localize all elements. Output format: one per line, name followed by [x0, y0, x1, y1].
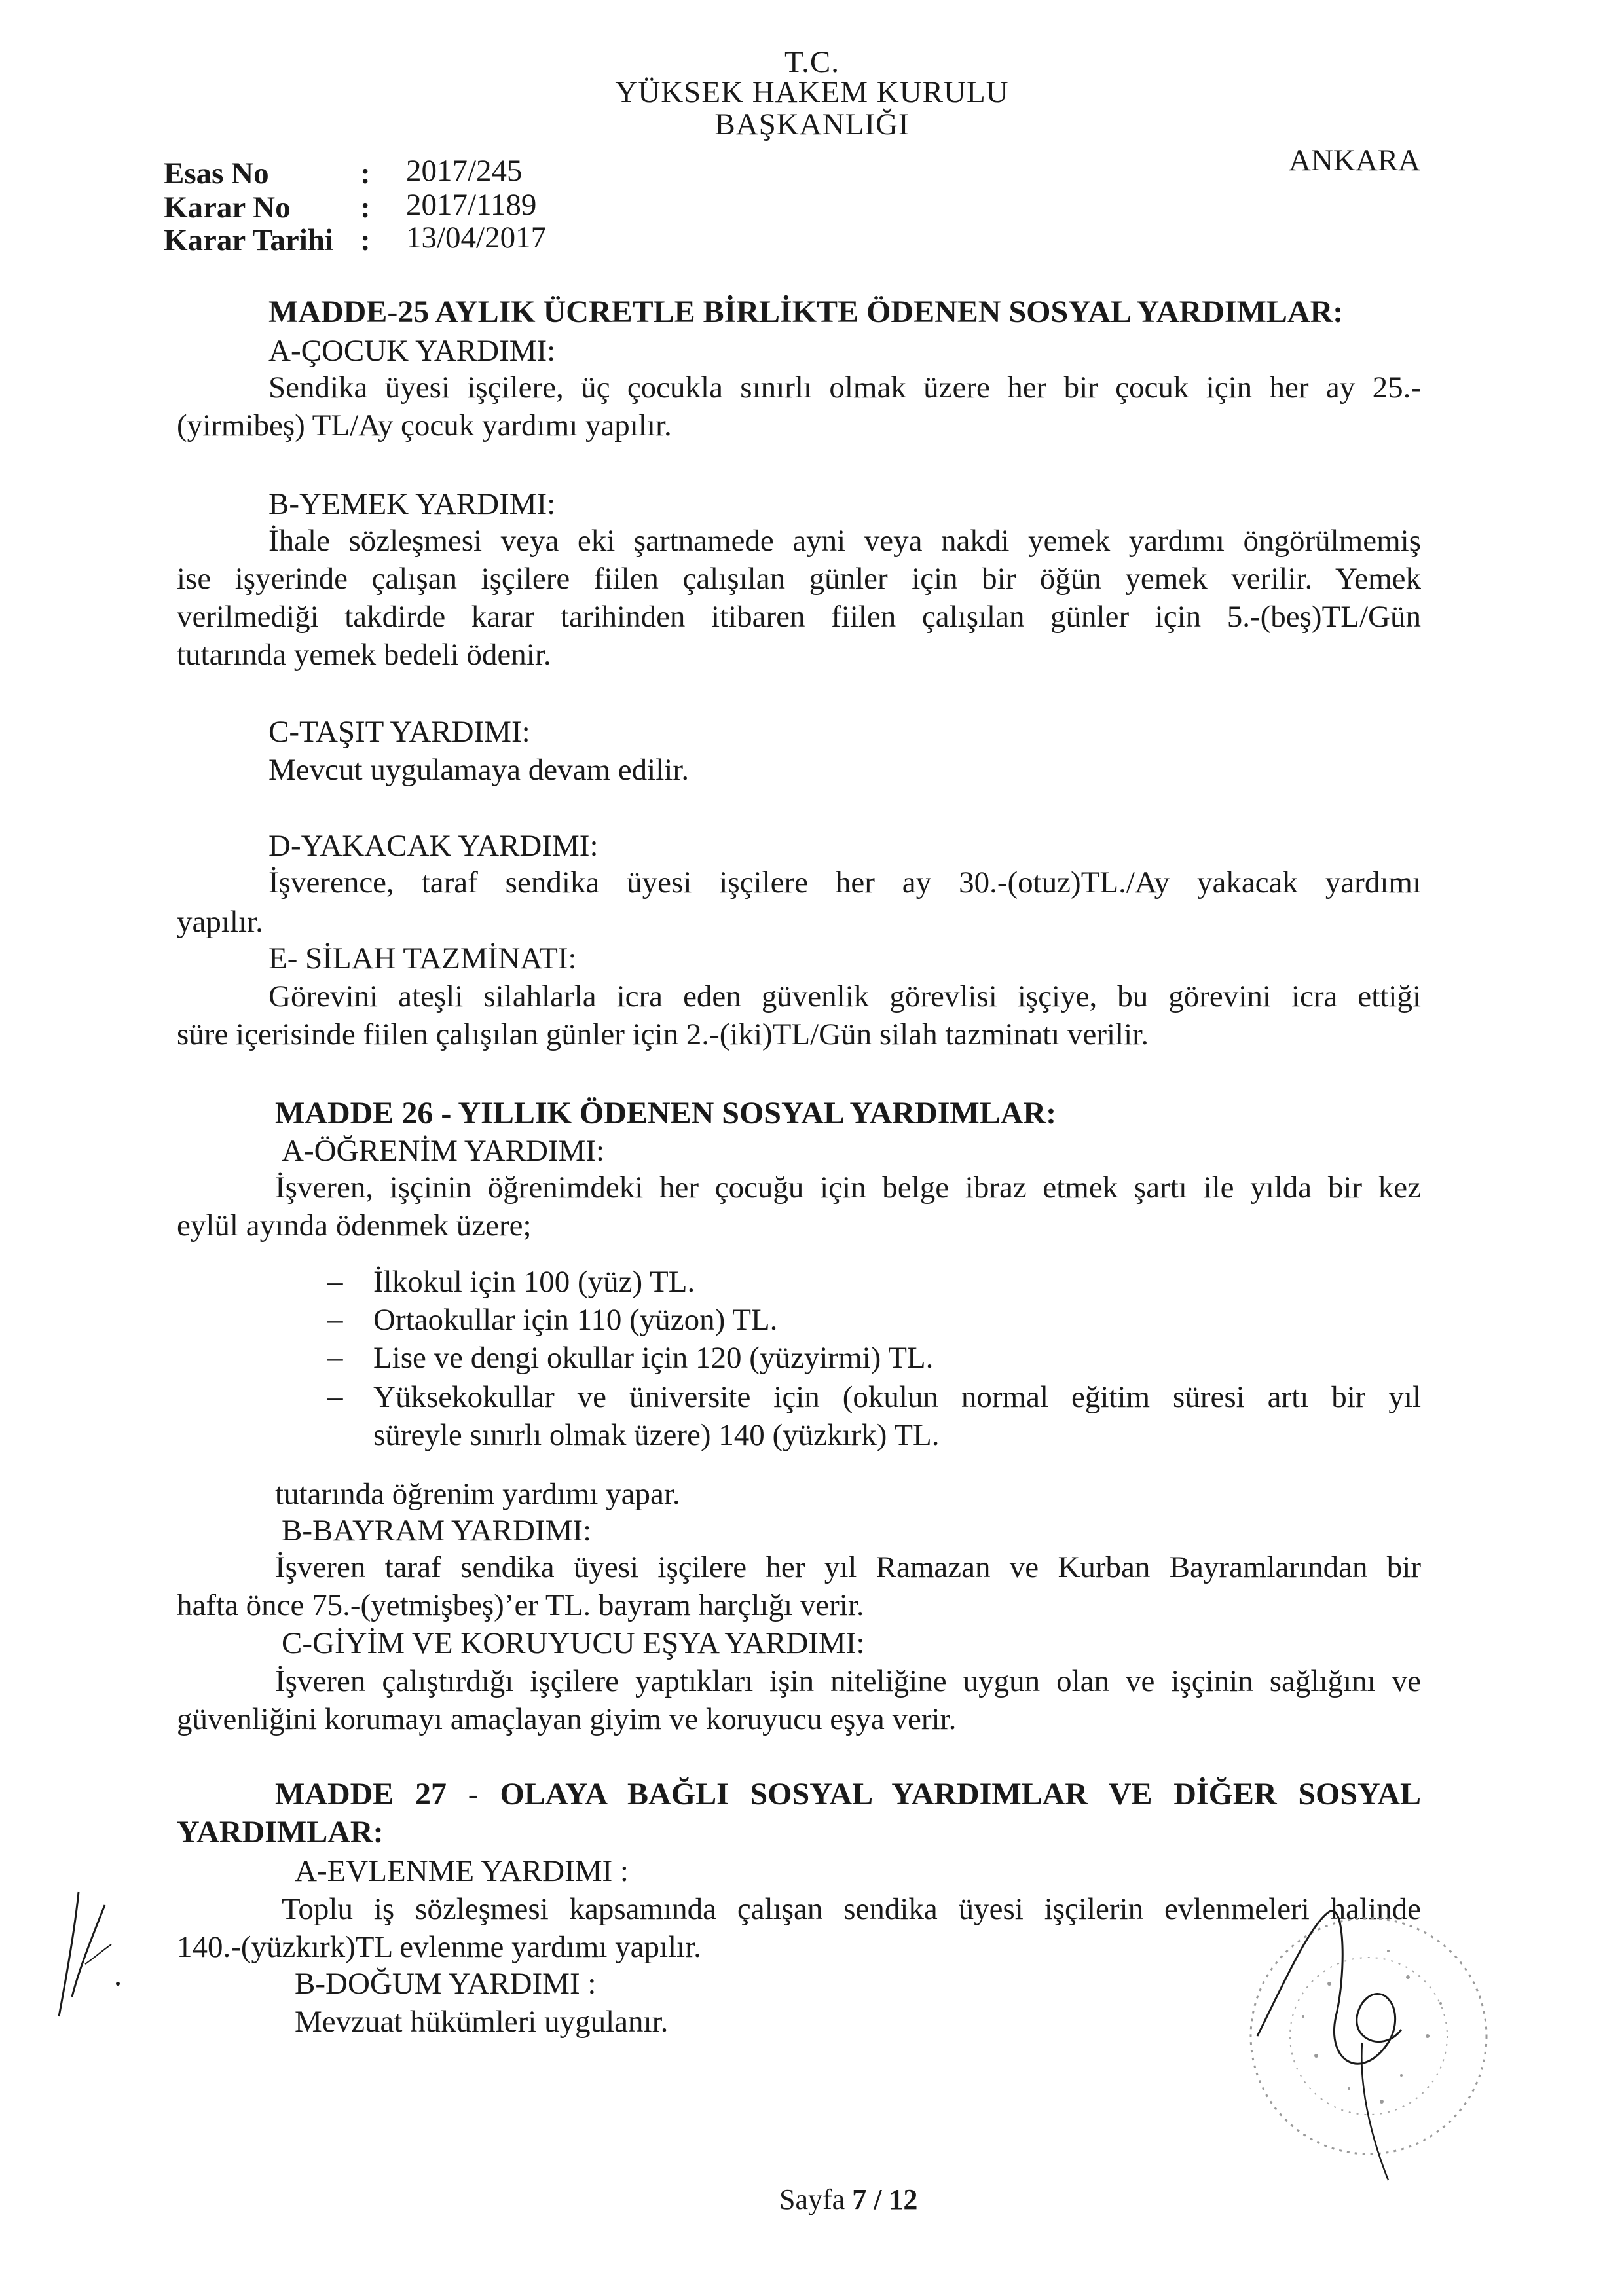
madde25-b-line1: İhale sözleşmesi veya eki şartnamede ayni veya nakdi yemek yardımı öngörülmemiş	[268, 524, 1421, 558]
madde27-b-heading: B-DOĞUM YARDIMI :	[295, 1967, 597, 2001]
madde25-e-line1: Görevini ateşli silahlarla icra eden güvenlik görevlisi işçiye, bu görevini icra ettiği	[268, 979, 1421, 1013]
madde25-a-line2: (yirmibeş) TL/Ay çocuk yardımı yapılır.	[177, 409, 672, 443]
madde26-a-heading: A-ÖĞRENİM YARDIMI:	[282, 1134, 605, 1168]
madde26-a-line1: İşveren, işçinin öğrenimdeki her çocuğu için belge ibraz etmek şartı ile yılda bir kez	[275, 1171, 1421, 1205]
header-presidency: BAŞKANLIĞI	[714, 107, 910, 141]
header-tc: T.C.	[784, 45, 840, 79]
madde25-b-heading: B-YEMEK YARDIMI:	[268, 487, 556, 521]
header-institution: YÜKSEK HAKEM KURULU	[615, 75, 1009, 109]
madde25-d-line1: İşverence, taraf sendika üyesi işçilere her ay 30.-(otuz)TL./Ay yakacak yardımı	[268, 866, 1421, 900]
madde27-a-heading: A-EVLENME YARDIMI :	[295, 1854, 629, 1888]
bullet-dash-3: –	[327, 1340, 343, 1374]
list-item-yuksekokul-line1: Yüksekokullar ve üniversite için (okulun normal eğitim süresi artı bir yıl	[373, 1380, 1421, 1414]
madde27-a-line2: 140.-(yüzkırk)TL evlenme yardımı yapılır.	[177, 1930, 701, 1964]
madde27-a-line1: Toplu iş sözleşmesi kapsamında çalışan sendika üyesi işçilerin evlenmeleri halinde	[282, 1892, 1421, 1926]
madde25-title: MADDE-25 AYLIK ÜCRETLE BİRLİKTE ÖDENEN SOSYAL YARDIMLAR:	[268, 295, 1344, 329]
official-seal-stamp	[1231, 1886, 1506, 2187]
madde26-a-end: tutarında öğrenim yardımı yapar.	[275, 1477, 680, 1511]
bullet-dash-1: –	[327, 1264, 343, 1298]
madde26-a-line2: eylül ayında ödenmek üzere;	[177, 1209, 532, 1243]
madde25-c-heading: C-TAŞIT YARDIMI:	[268, 715, 530, 749]
esas-label: Esas No	[164, 156, 269, 191]
list-item-yuksekokul-line2: süreyle sınırlı olmak üzere) 140 (yüzkırk) TL.	[373, 1418, 940, 1452]
madde25-c-line1: Mevcut uygulamaya devam edilir.	[268, 753, 690, 787]
bullet-dash-4: –	[327, 1379, 343, 1413]
madde25-e-heading: E- SİLAH TAZMİNATI:	[268, 941, 577, 975]
madde26-c-line2: güvenliğini korumayı amaçlayan giyim ve koruyucu eşya verir.	[177, 1702, 957, 1736]
madde27-b-line1: Mevzuat hükümleri uygulanır.	[295, 2005, 669, 2039]
page-total: 12	[889, 2183, 918, 2215]
bullet-dash-2: –	[327, 1302, 343, 1336]
madde26-b-heading: B-BAYRAM YARDIMI:	[282, 1514, 592, 1548]
list-item-ilkokul: İlkokul için 100 (yüz) TL.	[373, 1265, 695, 1299]
karar-label: Karar No	[164, 191, 291, 225]
handwritten-initial	[39, 1886, 131, 2030]
signature-stroke	[1257, 1911, 1401, 2064]
madde27-title-line2: YARDIMLAR:	[177, 1815, 384, 1850]
esas-sep: :	[360, 156, 371, 191]
karar-value: 2017/1189	[406, 188, 537, 222]
header-city: ANKARA	[1289, 143, 1421, 177]
madde25-d-heading: D-YAKACAK YARDIMI:	[268, 829, 599, 863]
list-item-lise: Lise ve dengi okullar için 120 (yüzyirmi) TL.	[373, 1341, 934, 1375]
madde26-b-line2: hafta önce 75.-(yetmişbeş)’er TL. bayram harçlığı verir.	[177, 1588, 864, 1622]
esas-value: 2017/245	[406, 154, 523, 188]
page-prefix: Sayfa	[779, 2183, 845, 2215]
madde25-a-heading: A-ÇOCUK YARDIMI:	[268, 334, 556, 368]
madde25-b-line2: ise işyerinde çalışan işçilere fiilen çalışılan günler için bir öğün yemek verilir. Yemek	[177, 562, 1421, 596]
page-separator: /	[874, 2183, 882, 2215]
madde27-title-line1: MADDE 27 - OLAYA BAĞLI SOSYAL YARDIMLAR VE DİĞER SOSYAL	[275, 1777, 1421, 1812]
madde25-a-line1: Sendika üyesi işçilere, üç çocukla sınırlı olmak üzere her bir çocuk için her ay 25.-	[268, 371, 1421, 405]
page-number	[779, 2183, 917, 2216]
page-current: 7	[852, 2183, 867, 2215]
madde26-c-heading: C-GİYİM VE KORUYUCU EŞYA YARDIMI:	[282, 1626, 865, 1660]
madde25-b-line4: tutarında yemek bedeli ödenir.	[177, 638, 551, 672]
tarih-label: Karar Tarihi	[164, 223, 333, 257]
madde25-d-line2: yapılır.	[177, 905, 263, 939]
madde25-b-line3: verilmediği takdirde karar tarihinden itibaren fiilen çalışılan günler için 5.-(beş)TL/Gün	[177, 600, 1421, 634]
tarih-value: 13/04/2017	[406, 221, 547, 255]
tarih-sep: :	[360, 223, 371, 257]
madde26-title: MADDE 26 - YILLIK ÖDENEN SOSYAL YARDIMLAR:	[275, 1096, 1057, 1131]
madde26-b-line1: İşveren taraf sendika üyesi işçilere her yıl Ramazan ve Kurban Bayramlarından bir	[275, 1550, 1421, 1584]
madde26-c-line1: İşveren çalıştırdığı işçilere yaptıkları işin niteliğine uygun olan ve işçinin sağlığını ve	[275, 1664, 1421, 1698]
list-item-ortaokul: Ortaokullar için 110 (yüzon) TL.	[373, 1303, 778, 1337]
madde25-e-line2: süre içerisinde fiilen çalışılan günler için 2.-(iki)TL/Gün silah tazminatı verilir.	[177, 1017, 1149, 1051]
karar-sep: :	[360, 191, 371, 225]
